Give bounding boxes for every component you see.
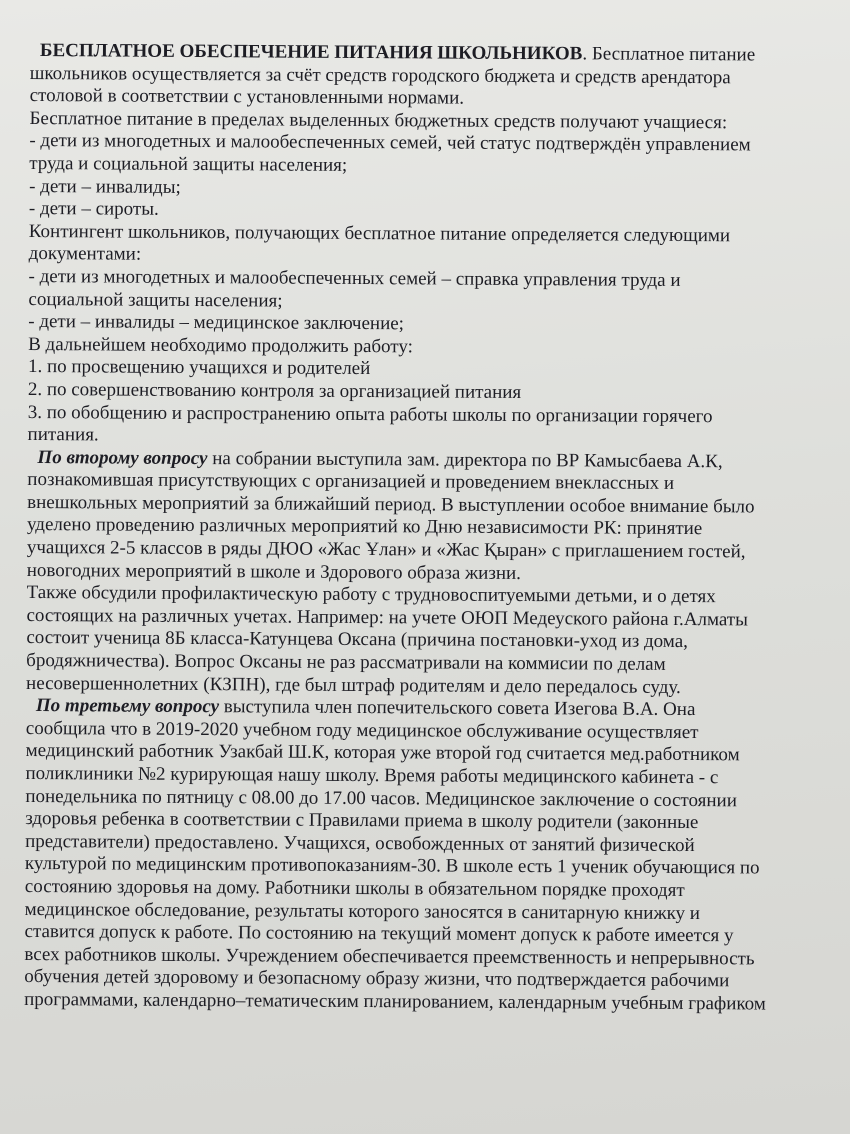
section-lead: По второму вопросу — [37, 446, 208, 469]
text-span: выступила член попечительского совета Изегова В.А. Она — [219, 696, 696, 721]
section-lead: По третьему вопросу — [35, 695, 220, 718]
text-line: медицинский работник Узакбай Ш.К, которая уже второй год считается мед.работником — [25, 740, 740, 766]
text-line: Также обсудили профилактическую работу с трудновоспитуемыми детьми, и о детях — [26, 582, 716, 608]
text-line: сообщила что в 2019-2020 учебном году медицинское обслуживание осуществляет — [25, 717, 699, 743]
text-line: представители) предоставлено. Учащихся, освобожденных от занятий физической — [25, 830, 695, 856]
text-line: 1. по просвещению учащихся и родителей — [27, 356, 371, 380]
text-line: Контингент школьников, получающих бесплатное питание определяется следующими — [28, 220, 731, 247]
text-line: - дети из многодетных и малообеспеченных семей, чей статус подтверждён управлением — [29, 130, 751, 156]
text-line: - дети из многодетных и малообеспеченных семей – справка управления труда и — [28, 265, 681, 291]
text-line: В дальнейшем необходимо продолжить работу: — [28, 333, 413, 358]
text-line: документами: — [28, 243, 142, 266]
text-line: - дети – сироты. — [28, 198, 159, 220]
text-line: медицинское обследование, результаты которого заносятся в санитарную книжку и — [24, 898, 701, 924]
text-line: ставится допуск к работе. По состоянию на текущий момент допуск к работе имеется у — [24, 921, 734, 947]
text-line: питания. — [27, 424, 99, 446]
text-line: труда и социальной защиты населения; — [29, 152, 348, 176]
text-line: учащихся 2-5 классов в ряды ДЮО «Жас Ұлан» и «Жас Қыран» с приглашением гостей, — [26, 537, 746, 563]
text-line: состоянию здоровья на дому. Работники школы в обязательном порядке проходят — [24, 875, 685, 901]
text-line: - дети – инвалиды; — [29, 175, 181, 198]
section-heading: БЕСПЛАТНОЕ ОБЕСПЕЧЕНИЕ ПИТАНИЯ ШКОЛЬНИКОВ — [39, 40, 583, 65]
text-line: здоровья ребенка в соответствии с Правилами приема в школу родители (законные — [25, 808, 699, 834]
text-line: состоит ученица 8Б класса-Катунцева Оксана (причина постановки-уход из дома, — [26, 627, 688, 653]
text-span: на собрании выступила зам. директора по ВР Камысбаева А.К, — [207, 447, 723, 472]
text-line: 2. по совершенствованию контроля за организацией питания — [27, 378, 522, 403]
text-line: школьников осуществляется за счёт средств городского бюджета и средств арендатора — [29, 62, 731, 88]
text-line: столовой в соответствии с установленными нормами. — [29, 85, 465, 109]
text-line: социальной защиты населения; — [28, 288, 283, 312]
text-line: познакомившая присутствующих с организацией и проведением внеклассных и — [27, 469, 675, 495]
text-line: всех работников школы. Учреждением обеспечивается преемственность и непрерывность — [24, 943, 755, 970]
text-line: бродяжничества). Вопрос Оксаны не раз рассматривали на коммисии по делам — [26, 650, 666, 675]
text-line: - дети – инвалиды – медицинское заключение; — [28, 311, 405, 335]
text-line: поликлиники №2 курирующая нашу школу. Время работы медицинского кабинета - с — [25, 762, 719, 789]
text-line: обучения детей здоровому и безопасному образу жизни, что подтверждается рабочими — [24, 966, 730, 992]
text-line: программами, календарно–тематическим планированием, календарным учебным графиком — [24, 988, 766, 1015]
text-line: 3. по обобщению и распространению опыта работы школы по организации горячего — [27, 401, 713, 427]
text-line: понедельника по пятницу с 08.00 до 17.00 часов. Медицинское заключение о состоянии — [25, 785, 737, 811]
text-line: состоящих на различных учетах. Например: на учете ОЮП Медеуского района г.Алматы — [26, 604, 748, 631]
text-line: культурой по медицинским противопоказаниям-30. В школе есть 1 ученик обучающися по — [24, 853, 760, 879]
text-line: уделено проведению различных мероприятий ко Дню независимости РК: принятие — [26, 514, 703, 540]
text-span: . Бесплатное питание — [582, 43, 756, 66]
text-line: несовершеннолетних (КЗПН), где был штраф родителям и дело передалось суду. — [26, 672, 681, 698]
text-line: Бесплатное питание в пределах выделенных бюджетных средств получают учащиеся: — [29, 107, 728, 134]
document-body — [24, 40, 820, 1016]
text-line: внешкольных мероприятий за ближайший период. В выступлении особое внимание было — [27, 491, 755, 518]
text-line: новогодних мероприятий в школе и Здорового образа жизни. — [26, 559, 522, 584]
